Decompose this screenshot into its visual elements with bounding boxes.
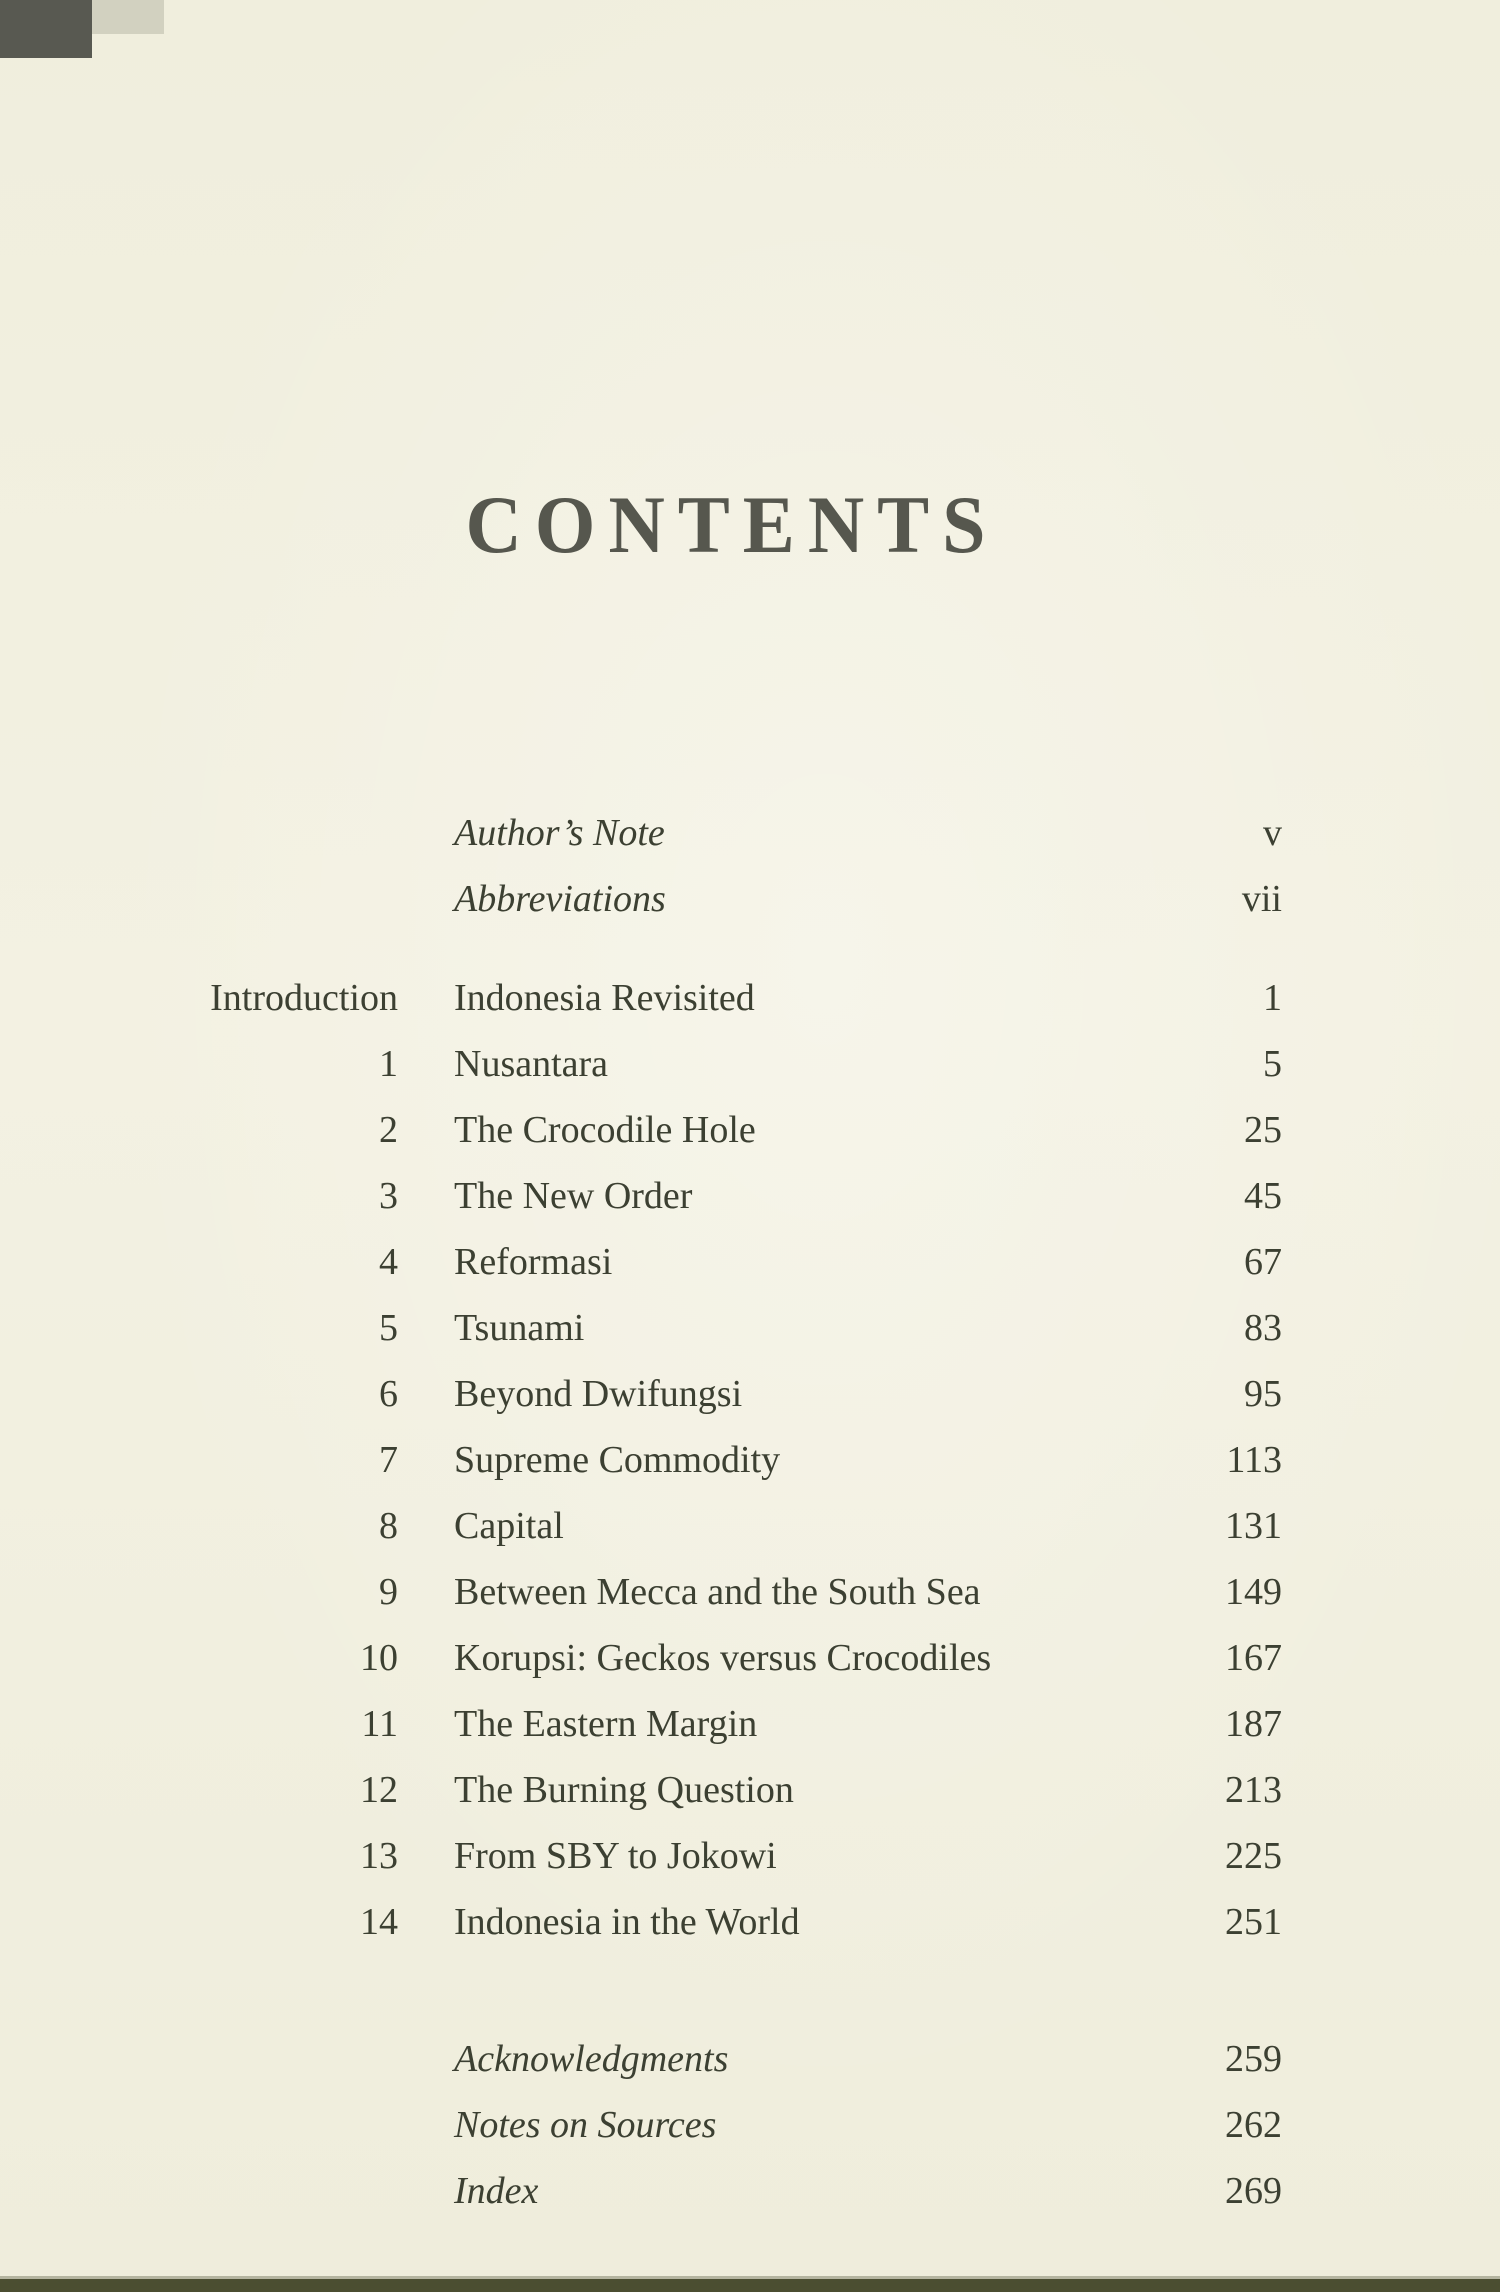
chapter-title: Nusantara: [454, 1043, 609, 1085]
chapter-title: Supreme Commodity: [454, 1439, 781, 1481]
toc-row: [188, 1889, 1282, 1955]
chapter-number: 4: [379, 1241, 398, 1283]
chapter-title: Notes on Sources: [454, 2104, 717, 2146]
page-number: 131: [1225, 1505, 1282, 1547]
page-number: 5: [1263, 1043, 1282, 1085]
toc-row: [188, 1295, 1282, 1361]
chapter-number: Introduction: [210, 977, 398, 1019]
page-number: 149: [1225, 1571, 1282, 1613]
back-matter-section: [188, 2026, 1282, 2224]
toc-row: [188, 1031, 1282, 1097]
toc-row: [188, 866, 1282, 932]
chapter-number: 10: [360, 1637, 398, 1679]
chapter-title: Between Mecca and the South Sea: [454, 1571, 981, 1613]
toc-row: [188, 2092, 1282, 2158]
scan-artifact-corner: [0, 0, 92, 58]
chapter-title: Capital: [454, 1505, 564, 1547]
page-number: 269: [1225, 2170, 1282, 2212]
chapter-number: 7: [379, 1439, 398, 1481]
toc-row: [188, 1229, 1282, 1295]
toc-row: [188, 2158, 1282, 2224]
toc-row: [188, 1757, 1282, 1823]
chapter-title: Abbreviations: [454, 878, 666, 920]
chapters-section: [188, 965, 1282, 1955]
toc-row: [188, 965, 1282, 1031]
chapter-number: 3: [379, 1175, 398, 1217]
toc-row: [188, 1823, 1282, 1889]
toc-row: [188, 2026, 1282, 2092]
chapter-title: From SBY to Jokowi: [454, 1835, 777, 1877]
chapter-number: 12: [360, 1769, 398, 1811]
page-number: 45: [1244, 1175, 1282, 1217]
chapter-title: The Burning Question: [454, 1769, 794, 1811]
page-number: vii: [1241, 878, 1282, 920]
chapter-title: Reformasi: [454, 1241, 613, 1283]
chapter-title: Korupsi: Geckos versus Crocodiles: [454, 1637, 992, 1679]
page-number: 259: [1225, 2038, 1282, 2080]
chapter-number: 1: [379, 1043, 398, 1085]
chapter-title: Indonesia Revisited: [454, 977, 755, 1019]
chapter-number: 13: [360, 1835, 398, 1877]
page-number: v: [1263, 812, 1282, 854]
front-matter-section: [188, 800, 1282, 932]
page-title: CONTENTS: [465, 479, 999, 570]
chapter-number: 5: [379, 1307, 398, 1349]
page-number: 187: [1225, 1703, 1282, 1745]
page-number: 1: [1263, 977, 1282, 1019]
page-number: 113: [1226, 1439, 1282, 1481]
page-number: 262: [1225, 2104, 1282, 2146]
toc-row: [188, 1493, 1282, 1559]
page-number: 251: [1225, 1901, 1282, 1943]
page-number: 95: [1244, 1373, 1282, 1415]
page-number: 225: [1225, 1835, 1282, 1877]
chapter-number: 14: [360, 1901, 398, 1943]
scan-artifact-corner-fade: [92, 0, 164, 34]
chapter-title: Index: [454, 2170, 539, 2212]
toc-row: [188, 1691, 1282, 1757]
chapter-number: 6: [379, 1373, 398, 1415]
toc-row: [188, 1427, 1282, 1493]
chapter-title: Beyond Dwifungsi: [454, 1373, 743, 1415]
toc-row: [188, 1625, 1282, 1691]
chapter-number: 9: [379, 1571, 398, 1613]
chapter-title: The New Order: [454, 1175, 693, 1217]
page-bottom-edge: [0, 2279, 1500, 2292]
chapter-title: The Crocodile Hole: [454, 1109, 756, 1151]
toc-row: [188, 800, 1282, 866]
chapter-title: Indonesia in the World: [454, 1901, 800, 1943]
chapter-title: Tsunami: [454, 1307, 585, 1349]
chapter-title: The Eastern Margin: [454, 1703, 758, 1745]
page-number: 83: [1244, 1307, 1282, 1349]
toc-row: [188, 1097, 1282, 1163]
chapter-number: 8: [379, 1505, 398, 1547]
toc-row: [188, 1163, 1282, 1229]
chapter-number: 2: [379, 1109, 398, 1151]
chapter-title: Author’s Note: [454, 812, 665, 854]
page-number: 25: [1244, 1109, 1282, 1151]
toc-row: [188, 1361, 1282, 1427]
page-number: 213: [1225, 1769, 1282, 1811]
toc-row: [188, 1559, 1282, 1625]
chapter-title: Acknowledgments: [454, 2038, 729, 2080]
chapter-number: 11: [361, 1703, 398, 1745]
page-number: 67: [1244, 1241, 1282, 1283]
page-number: 167: [1225, 1637, 1282, 1679]
